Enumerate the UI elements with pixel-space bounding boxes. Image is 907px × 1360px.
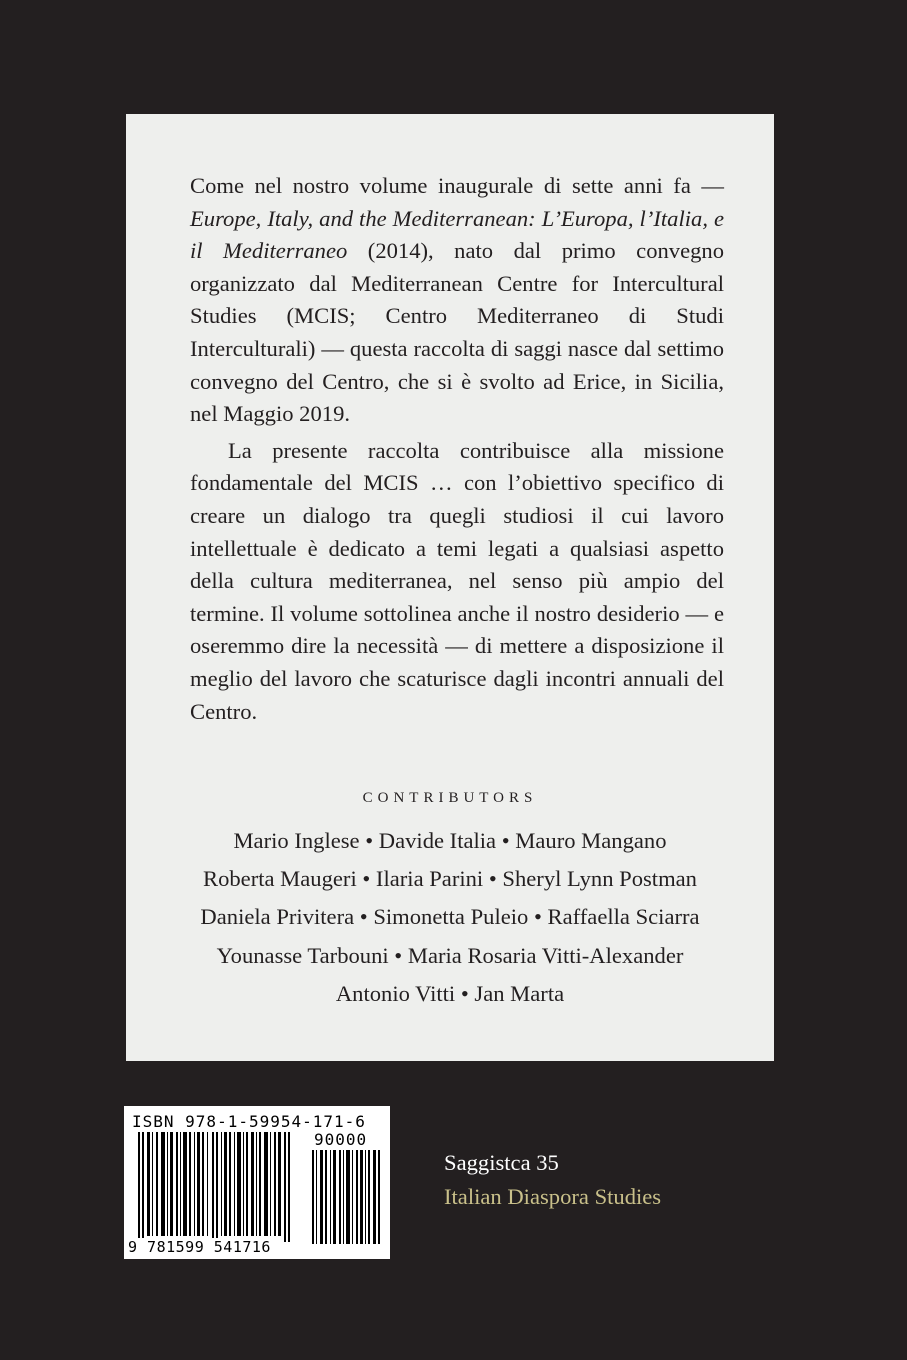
contributors-line: Daniela Privitera • Simonetta Puleio • Raffaella Sciarra	[200, 904, 700, 930]
series-number: Saggistca 35	[444, 1150, 559, 1175]
isbn-barcode	[124, 1106, 390, 1259]
series-info	[444, 1146, 661, 1214]
series-name: Italian Diaspora Studies	[444, 1184, 662, 1209]
contributors-line: Younasse Tarbouni • Maria Rosaria Vitti-Alexander	[216, 942, 684, 968]
blurb-paragraph-2: La presente raccolta contribuisce alla missione fondamentale del MCIS … con l’obiettivo specifico di creare un dialogo tra quegli studiosi il cui lavoro intellettuale è dedicato a temi legati a qualsiasi aspetto della cultura mediterranea, nel senso più ampio del termine. Il volume sottolinea anche il nostro desiderio — e oseremmo dire la necessità — di mettere a disposizione il meglio del lavoro che scaturisce dagli incontri annuali del Centro.	[190, 437, 724, 724]
contributors-line: Roberta Maugeri • Ilaria Parini • Sheryl Lynn Postman	[203, 866, 697, 892]
back-cover-text-panel	[126, 114, 774, 1061]
inaugural-volume-title: Europe, Italy, and the Mediterranean: L’Europa, l’Italia, e il Mediterraneo	[190, 205, 724, 264]
isbn-label: ISBN 978-1-59954-171-6	[132, 1112, 366, 1131]
blurb-paragraph-1: Come nel nostro volume inaugurale di sette anni fa — Europe, Italy, and the Mediterranean: L’Europa, l’Italia, e il Mediterraneo (2014), nato dal primo convegno organizzato dal Mediterranean Centre for Intercultural Studies (MCIS; Centro Mediterraneo di Studi Interculturali) — questa raccolta di saggi nasce dal settimo convegno del Centro, che si è svolto ad Erice, in Sicilia, nel Maggio 2019.	[190, 173, 725, 427]
contributors-list	[126, 822, 774, 1013]
ean-bars	[128, 1132, 308, 1246]
blurb	[190, 170, 724, 728]
addon-bars	[310, 1150, 386, 1246]
contributors-line: Antonio Vitti • Jan Marta	[335, 980, 565, 1006]
contributors-line: Mario Inglese • Davide Italia • Mauro Mangano	[233, 828, 667, 853]
contributors-heading: CONTRIBUTORS	[362, 790, 538, 806]
price-code: 90000	[314, 1130, 368, 1149]
ean-digits: 9 781599 541716	[128, 1238, 271, 1256]
